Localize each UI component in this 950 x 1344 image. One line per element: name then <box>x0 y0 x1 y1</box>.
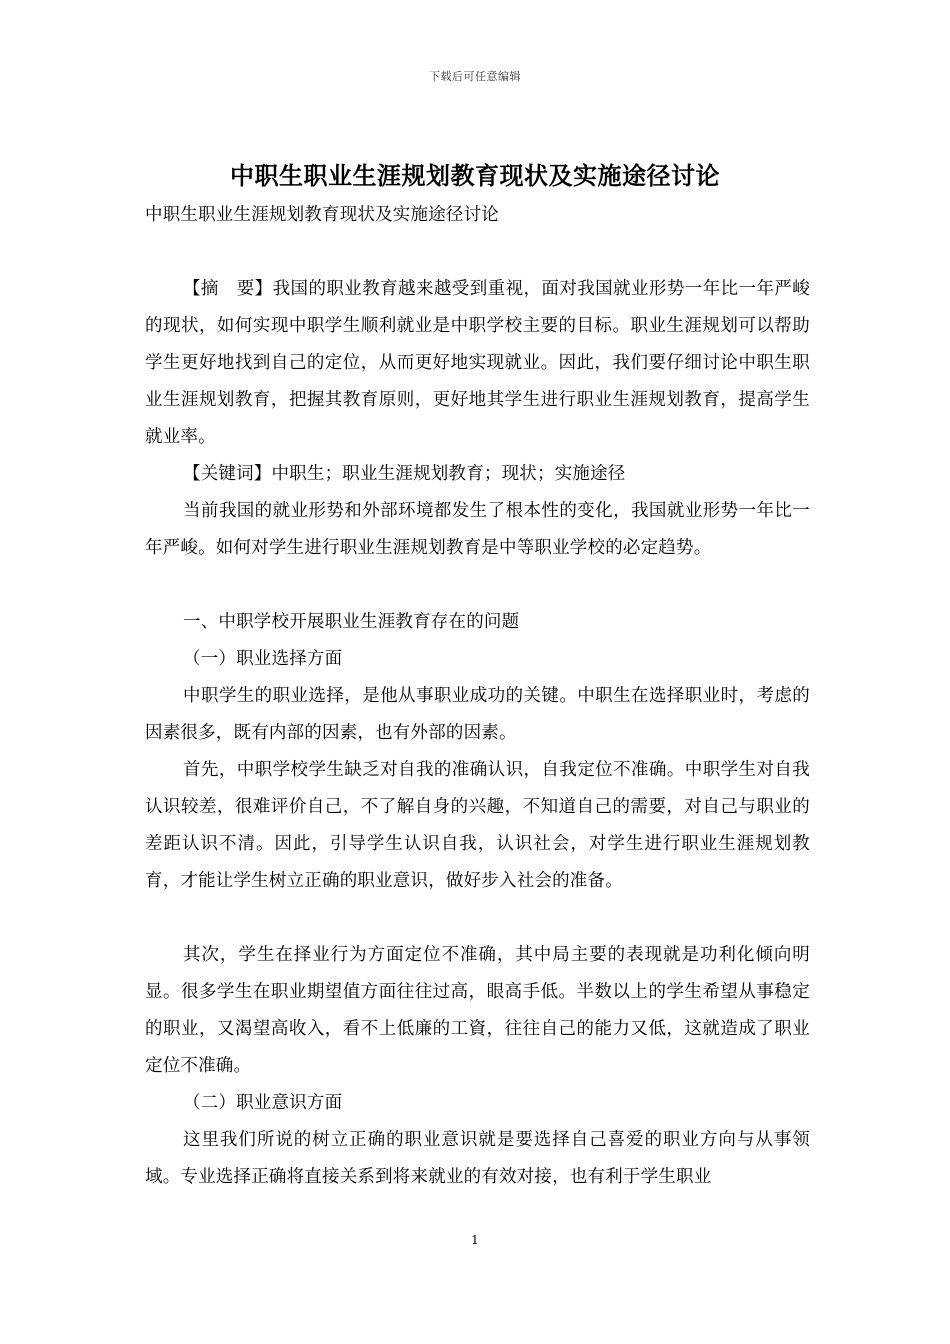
document-title: 中职生职业生涯规划教育现状及实施途径讨论 <box>230 161 720 190</box>
subtitle: 中职生职业生涯规划教育现状及实施途径讨论 <box>145 205 499 225</box>
body-paragraph: 首先，中职学校学生缺乏对自我的准确认识，自我定位不准确。中职学生对自我认识较差，很难评价自己，不了解自身的兴趣，不知道自己的需要，对自己与职业的差距认识不清。因此，引导学生认识自我，认识社会，对学生进行职业生涯规划教育，才能让学生树立正确的职业意识，做好步入社会的准备。 <box>145 760 810 891</box>
body-paragraph: 其次，学生在择业行为方面定位不准确，其中局主要的表现就是功利化倾向明显。很多学生在职业期望值方面往往过高，眼高手低。半数以上的学生希望从事稳定的职业，又渴望高收入，看不上低廉的工資，往往自己的能力又低，这就造成了职业定位不准确。 <box>145 945 810 1076</box>
abstract-paragraph: 【摘 要】我国的职业教育越来越受到重视，面对我国就业形势一年比一年严峻的现状，如何实现中职学生顺利就业是中职学校主要的目标。职业生涯规划可以帮助学生更好地找到自己的定位，从而更好地实现就业。因此，我们要仔细讨论中职生职业生涯规划教育，把握其教育原则，更好地其学生进行职业生涯规划教育，提高学生就业率。 <box>145 279 810 447</box>
section-heading: 一、中职学校开展职业生涯教育存在的问题 <box>183 612 520 632</box>
subsection-heading: （一）职业选择方面 <box>183 649 343 669</box>
blank-line <box>145 567 810 604</box>
body-paragraph: 这里我们所说的树立正确的职业意识就是要选择自己喜爱的职业方向与从事领域。专业选择正确将直接关系到将来就业的有效对接，也有利于学生职业 <box>145 1130 810 1187</box>
body-paragraph: 中职学生的职业选择，是他从事职业成功的关键。中职生在选择职业时，考虑的因素很多，既有内部的因素，也有外部的因素。 <box>145 686 810 743</box>
page-number: 1 <box>471 1233 479 1247</box>
blank-line <box>145 900 810 937</box>
subsection-heading: （二）职业意识方面 <box>183 1093 343 1113</box>
keywords-paragraph: 【关键词】中职生；职业生涯规划教育；现状；实施途径 <box>183 464 626 484</box>
document-body <box>145 197 810 1196</box>
blank-line <box>145 234 810 271</box>
intro-paragraph: 当前我国的就业形势和外部环境都发生了根本性的变化，我国就业形势一年比一年严峻。如何对学生进行职业生涯规划教育是中等职业学校的必定趋势。 <box>145 501 810 558</box>
header-note: 下载后可任意编辑 <box>429 70 521 83</box>
